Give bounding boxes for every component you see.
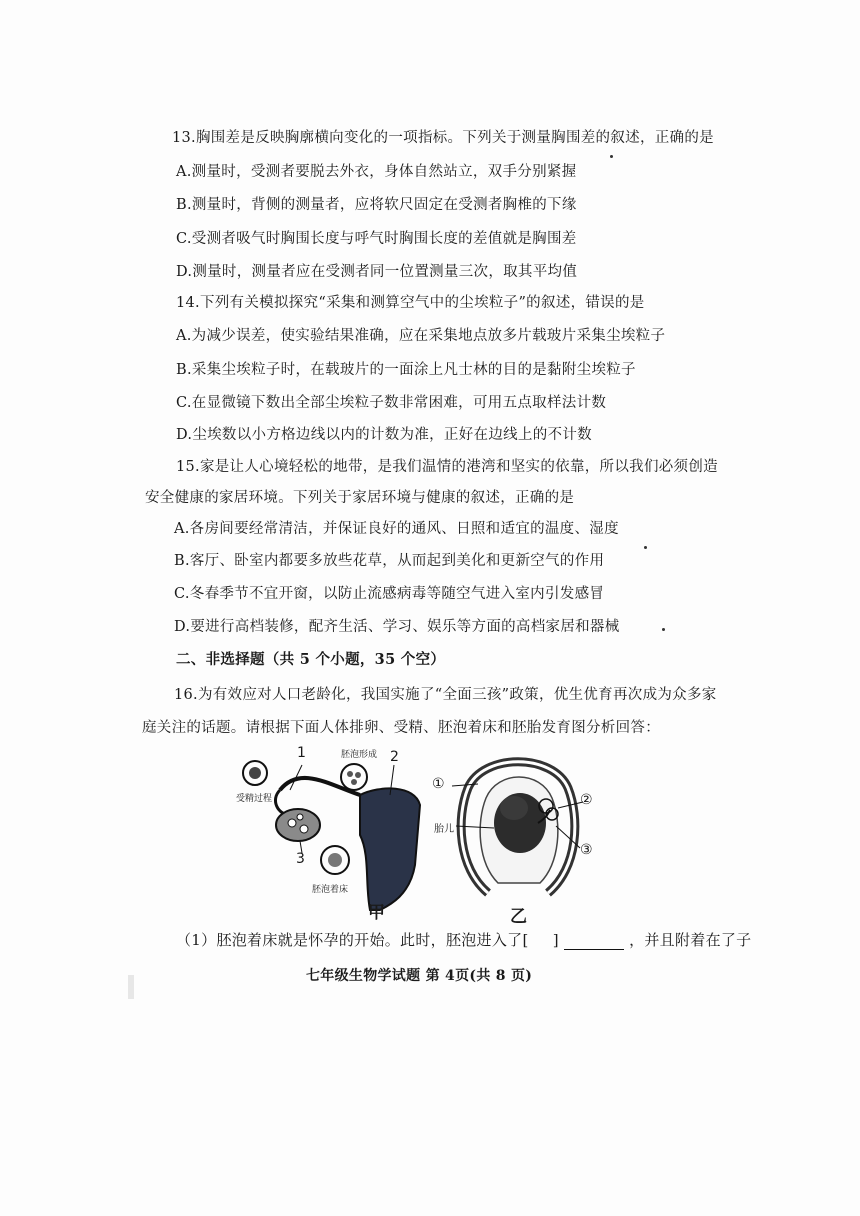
q16-stem-line1: 16.为有效应对人口老龄化，我国实施了“全面三孩”政策，优生优育再次成为众多家 <box>174 687 717 703</box>
q14-option-b: B.采集尘埃粒子时，在载玻片的一面涂上凡士林的目的是黏附尘埃粒子 <box>176 362 636 378</box>
fig-jia-label-implantation: 胚泡着床 <box>312 885 349 895</box>
q16-sub1 <box>176 930 751 950</box>
q14-option-c: C.在显微镜下数出全部尘埃粒子数非常困难，可用五点取样法计数 <box>176 395 607 411</box>
q16-sub1-answer-blank[interactable] <box>564 935 624 950</box>
q14-option-d: D.尘埃数以小方格边线以内的计数为准，正好在边线上的不计数 <box>176 427 592 443</box>
fig-jia-label-fertilization: 受精过程 <box>236 794 273 804</box>
fig-jia-caption: 甲 <box>368 903 385 923</box>
q13-stem: 13.胸围差是反映胸廓横向变化的一项指标。下列关于测量胸围差的叙述，正确的是 <box>172 130 714 146</box>
scan-speck <box>644 546 647 549</box>
scan-speck <box>662 628 665 631</box>
q13-option-d: D.测量时，测量者应在受测者同一位置测量三次，取其平均值 <box>176 264 578 280</box>
q16-sub1-part1: （1）胚泡着床就是怀孕的开始。此时，胚泡进入了[ <box>176 931 529 949</box>
fig-yi-num1: ① <box>432 776 445 792</box>
q15-option-a: A.各房间要经常清洁，并保证良好的通风、日照和适宜的温度、湿度 <box>174 521 619 537</box>
fig-jia-label-blastocyst-formation: 胚泡形成 <box>341 750 378 760</box>
q14-option-a: A.为减少误差，使实验结果准确，应在采集地点放多片载玻片采集尘埃粒子 <box>176 328 666 344</box>
scan-smudge <box>128 975 134 999</box>
q15-option-b: B.客厅、卧室内都要多放些花草，从而起到美化和更新空气的作用 <box>174 553 605 569</box>
page-footer: 七年级生物学试题 第 4页(共 8 页) <box>306 968 533 984</box>
fig-yi-num2: ② <box>580 792 593 808</box>
q15-stem-line2: 安全健康的家居环境。下列关于家居环境与健康的叙述，正确的是 <box>145 490 575 506</box>
q14-stem: 14.下列有关模拟探究“采集和测算空气中的尘埃粒子”的叙述，错误的是 <box>176 295 645 311</box>
figure-jia <box>230 745 430 915</box>
q16-sub1-part2: ] <box>552 931 559 949</box>
q13-option-b: B.测量时，背侧的测量者，应将软尺固定在受测者胸椎的下缘 <box>176 197 577 213</box>
q16-stem-line2: 庭关注的话题。请根据下面人体排卵、受精、胚泡着床和胚胎发育图分析回答： <box>142 720 660 736</box>
q13-option-a: A.测量时，受测者要脱去外衣，身体自然站立，双手分别紧握 <box>176 164 577 180</box>
fig-yi-label-fetus: 胎儿 <box>434 824 454 835</box>
fig-jia-num3: 3 <box>296 851 305 867</box>
q15-option-d: D.要进行高档装修，配齐生活、学习、娱乐等方面的高档家居和器械 <box>174 619 620 635</box>
figure-yi <box>428 748 608 898</box>
fig-jia-num1: 1 <box>297 745 306 761</box>
section2-heading: 二、非选择题（共 5 个小题，35 个空） <box>176 651 446 668</box>
q16-sub1-part3: ，并且附着在了子 <box>629 931 752 949</box>
fig-yi-caption: 乙 <box>510 907 527 927</box>
q15-stem-line1: 15.家是让人心境轻松的地带，是我们温情的港湾和坚实的依靠，所以我们必须创造 <box>176 459 718 475</box>
scan-speck <box>610 155 613 158</box>
fig-yi-num3: ③ <box>580 842 593 858</box>
q13-option-c: C.受测者吸气时胸围长度与呼气时胸围长度的差值就是胸围差 <box>176 231 577 247</box>
q15-option-c: C.冬春季节不宜开窗，以防止流感病毒等随空气进入室内引发感冒 <box>174 586 605 602</box>
fetus-uterus-diagram <box>428 748 608 898</box>
fig-jia-num2: 2 <box>390 749 399 765</box>
